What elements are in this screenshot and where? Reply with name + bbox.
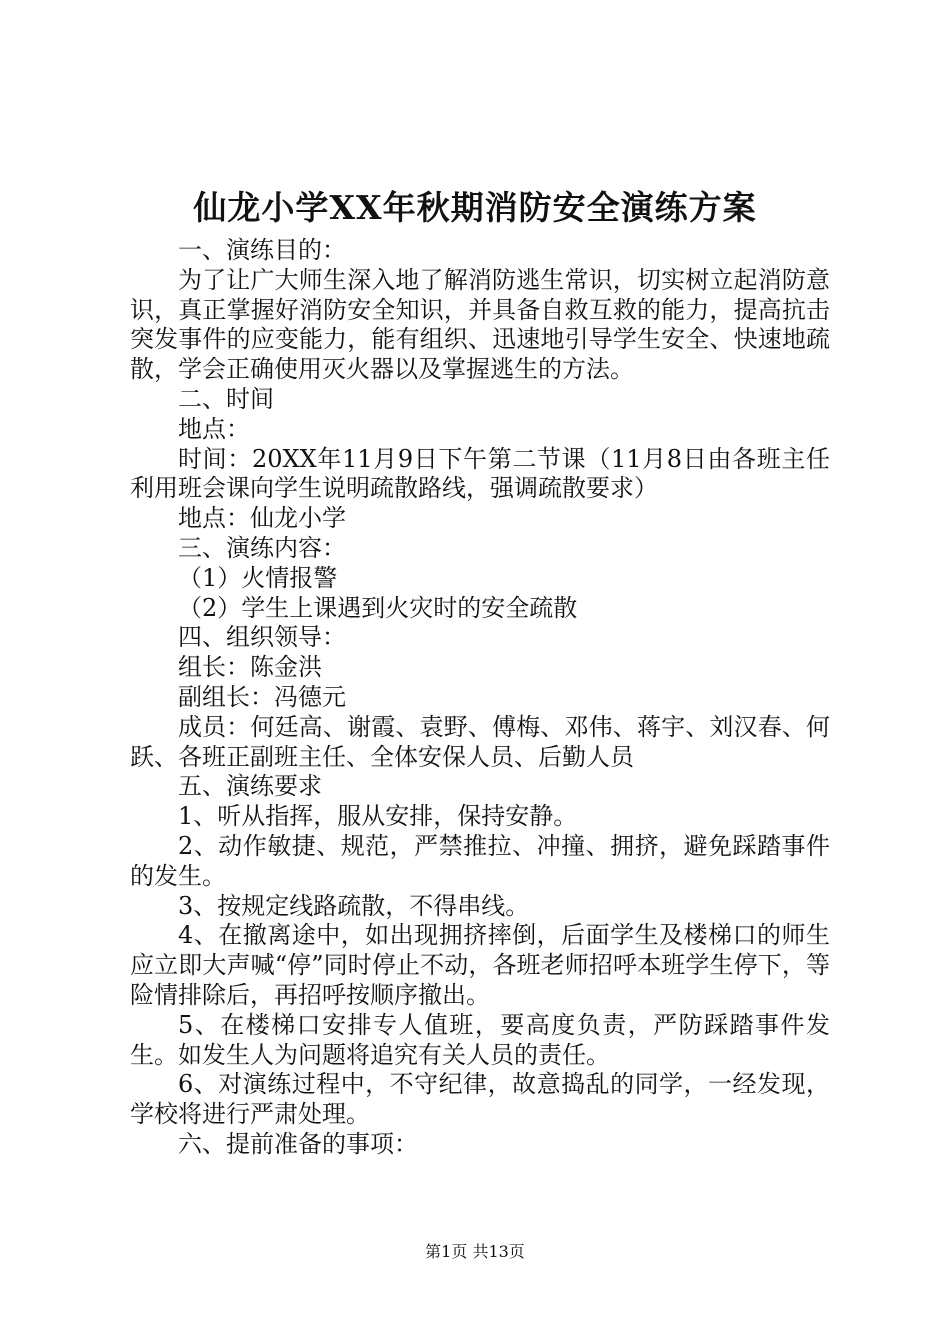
location-label: 地点： [178, 414, 250, 443]
section-heading-requirements: 五、演练要求 [178, 772, 322, 801]
time-paragraph: 时间：20XX年11月9日下午第二节课（11月8日由各班主任利用班会课向学生说明疏散路线，强调疏散要求） [130, 444, 830, 503]
requirement-item: 5、在楼梯口安排专人值班，要高度负责，严防踩踏事件发生。如发生人为问题将追究有关人员的责任。 [130, 1010, 830, 1069]
location-paragraph: 地点：仙龙小学 [178, 504, 346, 533]
requirement-item: 4、在撤离途中，如出现拥挤摔倒，后面学生及楼梯口的师生应立即大声喊“停”同时停止不动，各班老师招呼本班学生停下，等险情排除后，再招呼按顺序撤出。 [130, 921, 830, 1009]
content-item: （2）学生上课遇到火灾时的安全疏散 [178, 593, 578, 622]
requirement-item: 1、听从指挥，服从安排，保持安静。 [178, 802, 578, 831]
requirement-item: 3、按规定线路疏散，不得串线。 [178, 891, 530, 920]
section-heading-leadership: 四、组织领导： [178, 623, 346, 652]
content-item: （1）火情报警 [178, 563, 338, 592]
members-paragraph: 成员：何廷高、谢霞、袁野、傅梅、邓伟、蒋宇、刘汉春、何跃、各班正副班主任、全体安保人员、后勤人员 [130, 712, 830, 771]
section-heading-preparation: 六、提前准备的事项： [178, 1129, 418, 1158]
leader-line: 组长：陈金洪 [178, 653, 322, 682]
purpose-paragraph: 为了让广大师生深入地了解消防逃生常识，切实树立起消防意识，真正掌握好消防安全知识，并具备自救互救的能力，提高抗击突发事件的应变能力，能有组织、迅速地引导学生安全、快速地疏散，学会正确使用灭火器以及掌握逃生的方法。 [130, 265, 830, 384]
requirement-item: 6、对演练过程中，不守纪律，故意捣乱的同学，一经发现，学校将进行严肃处理。 [130, 1070, 830, 1129]
section-heading-purpose: 一、演练目的： [178, 236, 346, 264]
section-heading-content: 三、演练内容： [178, 533, 346, 562]
section-heading-time: 二、时间 [178, 384, 274, 413]
document-body [130, 236, 830, 1160]
page-number-footer: 第1页 共13页 [425, 1242, 525, 1261]
requirement-item: 2、动作敏捷、规范，严禁推拉、冲撞、拥挤，避免踩踏事件的发生。 [130, 831, 830, 890]
deputy-leader-line: 副组长：冯德元 [178, 682, 346, 711]
document-title: 仙龙小学XX年秋期消防安全演练方案 [193, 188, 757, 227]
